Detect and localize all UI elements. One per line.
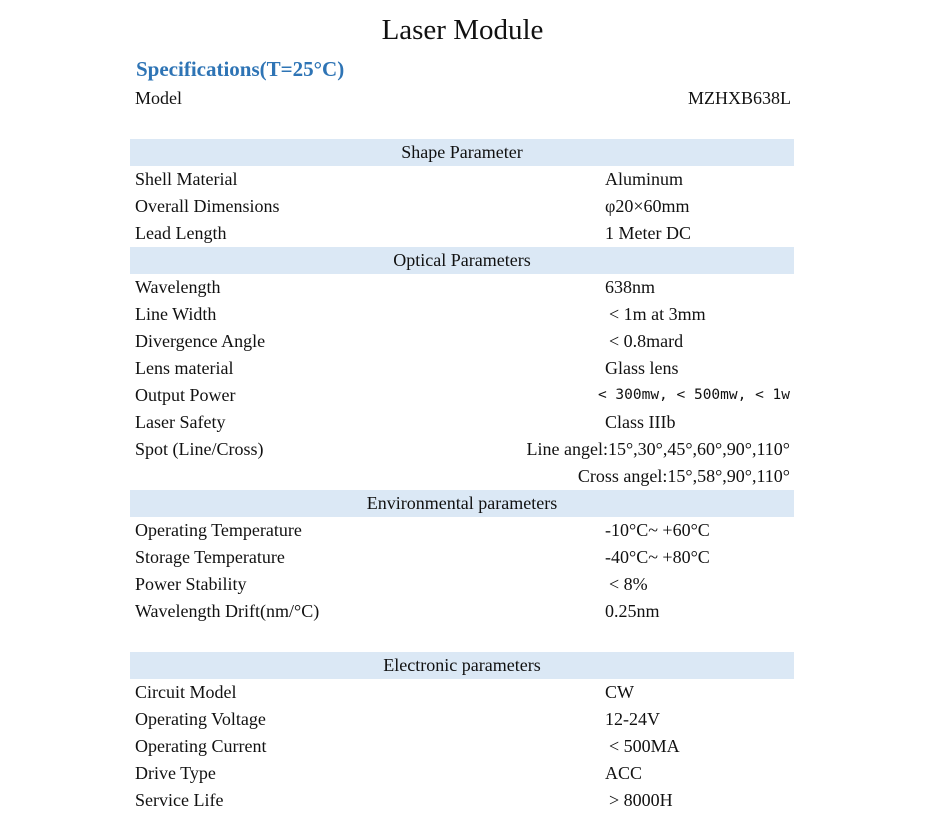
spec-value: < 300mw, < 500mw, < 1w: [597, 387, 790, 403]
spec-value: Class IIIb: [605, 412, 676, 432]
section-header: Optical Parameters: [130, 247, 794, 274]
spec-label: Wavelength: [135, 277, 221, 297]
spec-label: Operating Voltage: [135, 709, 266, 729]
spec-label: Circuit Model: [135, 682, 237, 702]
section-environmental-parameters: [130, 490, 794, 625]
spec-row: [130, 274, 794, 301]
spec-label: Line Width: [135, 304, 217, 324]
spec-value: -40°C~ +80°C: [605, 547, 710, 567]
spec-value: CW: [605, 682, 634, 702]
spec-label: Drive Type: [135, 763, 216, 783]
spec-value: < 1m at 3mm: [609, 304, 706, 324]
model-value: MZHXB638L: [688, 88, 791, 108]
spec-row: [130, 463, 794, 490]
spec-value: Cross angel:15°,58°,90°,110°: [577, 466, 790, 486]
spec-label: Shell Material: [135, 169, 238, 189]
spec-row: [130, 220, 794, 247]
spec-row: [130, 598, 794, 625]
spec-label: Divergence Angle: [135, 331, 266, 351]
spec-value: -10°C~ +60°C: [605, 520, 710, 540]
spec-label: Wavelength Drift(nm/°C): [135, 601, 320, 621]
spec-value: < 500MA: [609, 736, 680, 756]
specifications-heading: Specifications(T=25°C): [136, 57, 345, 81]
spec-value: Line angel:15°,30°,45°,60°,90°,110°: [526, 439, 790, 459]
spec-row: [130, 517, 794, 544]
spec-label: Spot (Line/Cross): [135, 439, 264, 459]
spec-label: Output Power: [135, 385, 236, 405]
spec-label: Lens material: [135, 358, 234, 378]
section-header: Shape Parameter: [130, 139, 794, 166]
spec-value: < 8%: [609, 574, 648, 594]
spec-row: [130, 436, 794, 463]
spec-value: φ20×60mm: [605, 196, 690, 216]
spec-value: < 0.8mard: [609, 331, 684, 351]
spec-row: [130, 760, 794, 787]
spec-row: [130, 787, 794, 814]
spec-value: Aluminum: [605, 169, 684, 189]
spec-row: [130, 355, 794, 382]
section-electronic-parameters: [130, 652, 794, 814]
spec-label: Service Life: [135, 790, 224, 810]
spec-row: [130, 679, 794, 706]
spec-row: [130, 706, 794, 733]
spec-row: [130, 382, 794, 409]
spec-value: 638nm: [605, 277, 656, 297]
spec-value: 0.25nm: [605, 601, 660, 621]
spec-row: [130, 409, 794, 436]
section-header: Electronic parameters: [130, 652, 794, 679]
spec-value: > 8000H: [609, 790, 673, 810]
section-shape-parameter: [130, 139, 794, 247]
model-label: Model: [135, 88, 182, 108]
spec-row: [130, 571, 794, 598]
spec-value: ACC: [605, 763, 643, 783]
spec-row: [130, 193, 794, 220]
page-title: Laser Module: [381, 14, 544, 46]
spec-row: [130, 301, 794, 328]
spec-label: Storage Temperature: [135, 547, 285, 567]
spec-label: Overall Dimensions: [135, 196, 280, 216]
spec-value: 1 Meter DC: [605, 223, 691, 243]
spec-row: [130, 544, 794, 571]
spec-row: [130, 166, 794, 193]
spec-value: Glass lens: [605, 358, 679, 378]
spec-value: 12-24V: [605, 709, 660, 729]
spec-label: Operating Temperature: [135, 520, 302, 540]
spec-label: Laser Safety: [135, 412, 226, 432]
model-row: [135, 85, 791, 112]
spec-row: [130, 328, 794, 355]
spec-row: [130, 733, 794, 760]
section-header: Environmental parameters: [130, 490, 794, 517]
spec-label: Power Stability: [135, 574, 247, 594]
spec-label: Lead Length: [135, 223, 227, 243]
section-optical-parameters: [130, 247, 794, 490]
spec-label: Operating Current: [135, 736, 267, 756]
